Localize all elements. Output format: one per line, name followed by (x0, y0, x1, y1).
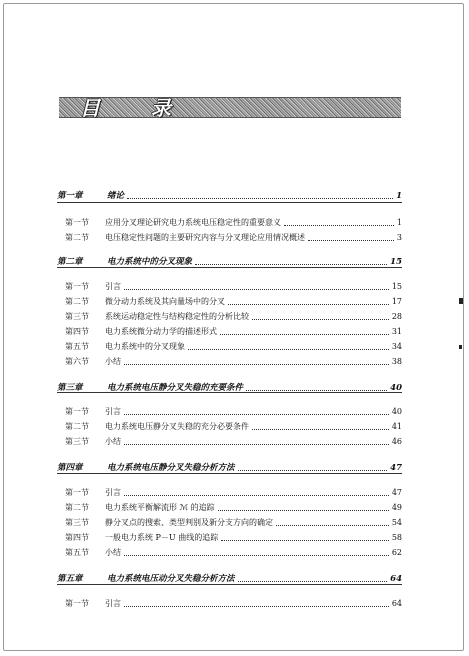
entry-number: 第三节 (65, 437, 89, 446)
toc-section-entry[interactable] (57, 514, 402, 528)
entry-number: 第二节 (65, 233, 89, 242)
entry-number: 第四节 (65, 533, 89, 542)
page-number: 1 (396, 218, 402, 227)
toc-chapter-entry[interactable] (57, 253, 402, 267)
page-number: 15 (391, 282, 402, 291)
entry-title: 系统运动稳定性与结构稳定性的分析比较 (105, 312, 249, 321)
toc-section-entry[interactable] (57, 529, 402, 543)
entry-number: 第六节 (65, 357, 89, 366)
entry-title: 电力系统平衡解流形 ℳ 的追踪 (105, 503, 215, 512)
leader-dots (124, 363, 389, 365)
entry-title: 绪论 (107, 191, 125, 201)
toc-chapter-entry[interactable] (57, 379, 402, 393)
toc-section-entry[interactable] (57, 338, 402, 352)
entry-title: 引言 (105, 407, 121, 416)
entry-number: 第四节 (65, 327, 89, 336)
entry-number: 第五节 (65, 342, 89, 351)
leader-dots (276, 524, 389, 526)
toc-chapter-entry[interactable] (57, 187, 402, 201)
page-number: 64 (391, 599, 402, 608)
entry-title: 小结 (105, 357, 121, 366)
chapter-divider (57, 473, 402, 474)
chapter-divider (57, 202, 402, 203)
page-number: 34 (391, 342, 402, 351)
toc-section-entry[interactable] (57, 323, 402, 337)
leader-dots (221, 539, 389, 541)
page-number: 47 (390, 463, 402, 473)
entry-number: 第一节 (65, 282, 89, 291)
leader-dots (124, 554, 389, 556)
toc-section-entry[interactable] (57, 229, 402, 243)
entry-number: 第二节 (65, 422, 89, 431)
toc-section-entry[interactable] (57, 433, 402, 447)
leader-dots (124, 288, 389, 290)
leader-dots (195, 263, 387, 265)
leader-dots (246, 389, 387, 391)
toc-chapter-entry[interactable] (57, 570, 402, 584)
entry-title: 电力系统电压动分叉失稳分析方法 (107, 574, 235, 584)
page-number: 28 (391, 312, 402, 321)
toc-section-entry[interactable] (57, 544, 402, 558)
toc-section-entry[interactable] (57, 484, 402, 498)
entry-title: 电力系统电压静分叉失稳的充要条件 (107, 383, 244, 393)
leader-dots (127, 197, 393, 199)
entry-title: 电力系统中的分叉现象 (105, 342, 185, 351)
toc-section-entry[interactable] (57, 308, 402, 322)
leader-dots (238, 469, 388, 471)
toc-section-entry[interactable] (57, 214, 402, 228)
entry-title: 电力系统电压静分叉失稳分析方法 (107, 463, 235, 473)
leader-dots (238, 580, 388, 582)
entry-title: 引言 (105, 282, 121, 291)
entry-number: 第一节 (65, 407, 89, 416)
toc-section-entry[interactable] (57, 403, 402, 417)
entry-number: 第五章 (57, 574, 83, 584)
leader-dots (124, 605, 389, 607)
leader-dots (252, 318, 389, 320)
entry-title: 电力系统中的分叉现象 (107, 257, 193, 267)
page-number: 49 (391, 503, 402, 512)
page-number: 40 (390, 383, 402, 393)
entry-title: 静分叉点的搜索、类型判别及新分支方向的确定 (105, 518, 273, 527)
entry-title: 引言 (105, 599, 121, 608)
page-title: 目 录 (80, 96, 193, 120)
chapter-divider (57, 392, 402, 393)
entry-number: 第三节 (65, 518, 89, 527)
toc-section-entry[interactable] (57, 418, 402, 432)
leader-dots (252, 428, 389, 430)
entry-number: 第一节 (65, 218, 89, 227)
entry-title: 引言 (105, 488, 121, 497)
chapter-divider (57, 584, 402, 585)
page-number: 47 (391, 488, 402, 497)
entry-number: 第二节 (65, 297, 89, 306)
toc-section-entry[interactable] (57, 293, 402, 307)
entry-number: 第三章 (57, 383, 83, 393)
leader-dots (188, 348, 389, 350)
leader-dots (308, 239, 394, 241)
toc-section-entry[interactable] (57, 353, 402, 367)
page-number: 46 (391, 437, 402, 446)
entry-title: 电力系统微分动力学的描述形式 (105, 327, 217, 336)
chapter-divider (57, 267, 402, 268)
page-number: 3 (396, 233, 402, 242)
entry-number: 第一节 (65, 488, 89, 497)
entry-title: 一般电力系统 P－U 曲线的追踪 (105, 533, 219, 542)
entry-title: 小结 (105, 437, 121, 446)
toc-chapter-entry[interactable] (57, 459, 402, 473)
entry-title: 微分动力系统及其向量场中的分叉 (105, 297, 225, 306)
entry-number: 第一章 (57, 191, 83, 201)
leader-dots (124, 413, 389, 415)
page-number: 38 (391, 357, 402, 366)
entry-number: 第二章 (57, 257, 83, 267)
page-number: 31 (391, 327, 402, 336)
toc-section-entry[interactable] (57, 595, 402, 609)
scan-mark (459, 345, 462, 349)
entry-title: 电压稳定性问题的主要研究内容与分叉理论应用情况概述 (105, 233, 305, 242)
leader-dots (228, 303, 389, 305)
page-number: 1 (396, 191, 402, 201)
page-number: 15 (390, 257, 402, 267)
leader-dots (124, 443, 389, 445)
page-number: 17 (391, 297, 402, 306)
entry-number: 第五节 (65, 548, 89, 557)
page-number: 40 (391, 407, 402, 416)
entry-title: 电力系统电压静分叉失稳的充分必要条件 (105, 422, 249, 431)
toc-section-entry[interactable] (57, 278, 402, 292)
toc-section-entry[interactable] (57, 499, 402, 513)
entry-title: 应用分叉理论研究电力系统电压稳定性的重要意义 (105, 218, 281, 227)
leader-dots (218, 509, 389, 511)
entry-number: 第二节 (65, 503, 89, 512)
leader-dots (220, 333, 389, 335)
entry-number: 第一节 (65, 599, 89, 608)
leader-dots (124, 494, 389, 496)
page-number: 41 (391, 422, 402, 431)
page-number: 58 (391, 533, 402, 542)
page-number: 54 (391, 518, 402, 527)
page-number: 64 (390, 574, 402, 584)
leader-dots (284, 224, 394, 226)
entry-title: 小结 (105, 548, 121, 557)
entry-number: 第四章 (57, 463, 83, 473)
entry-number: 第三节 (65, 312, 89, 321)
page-number: 62 (391, 548, 402, 557)
scan-mark (459, 298, 463, 304)
